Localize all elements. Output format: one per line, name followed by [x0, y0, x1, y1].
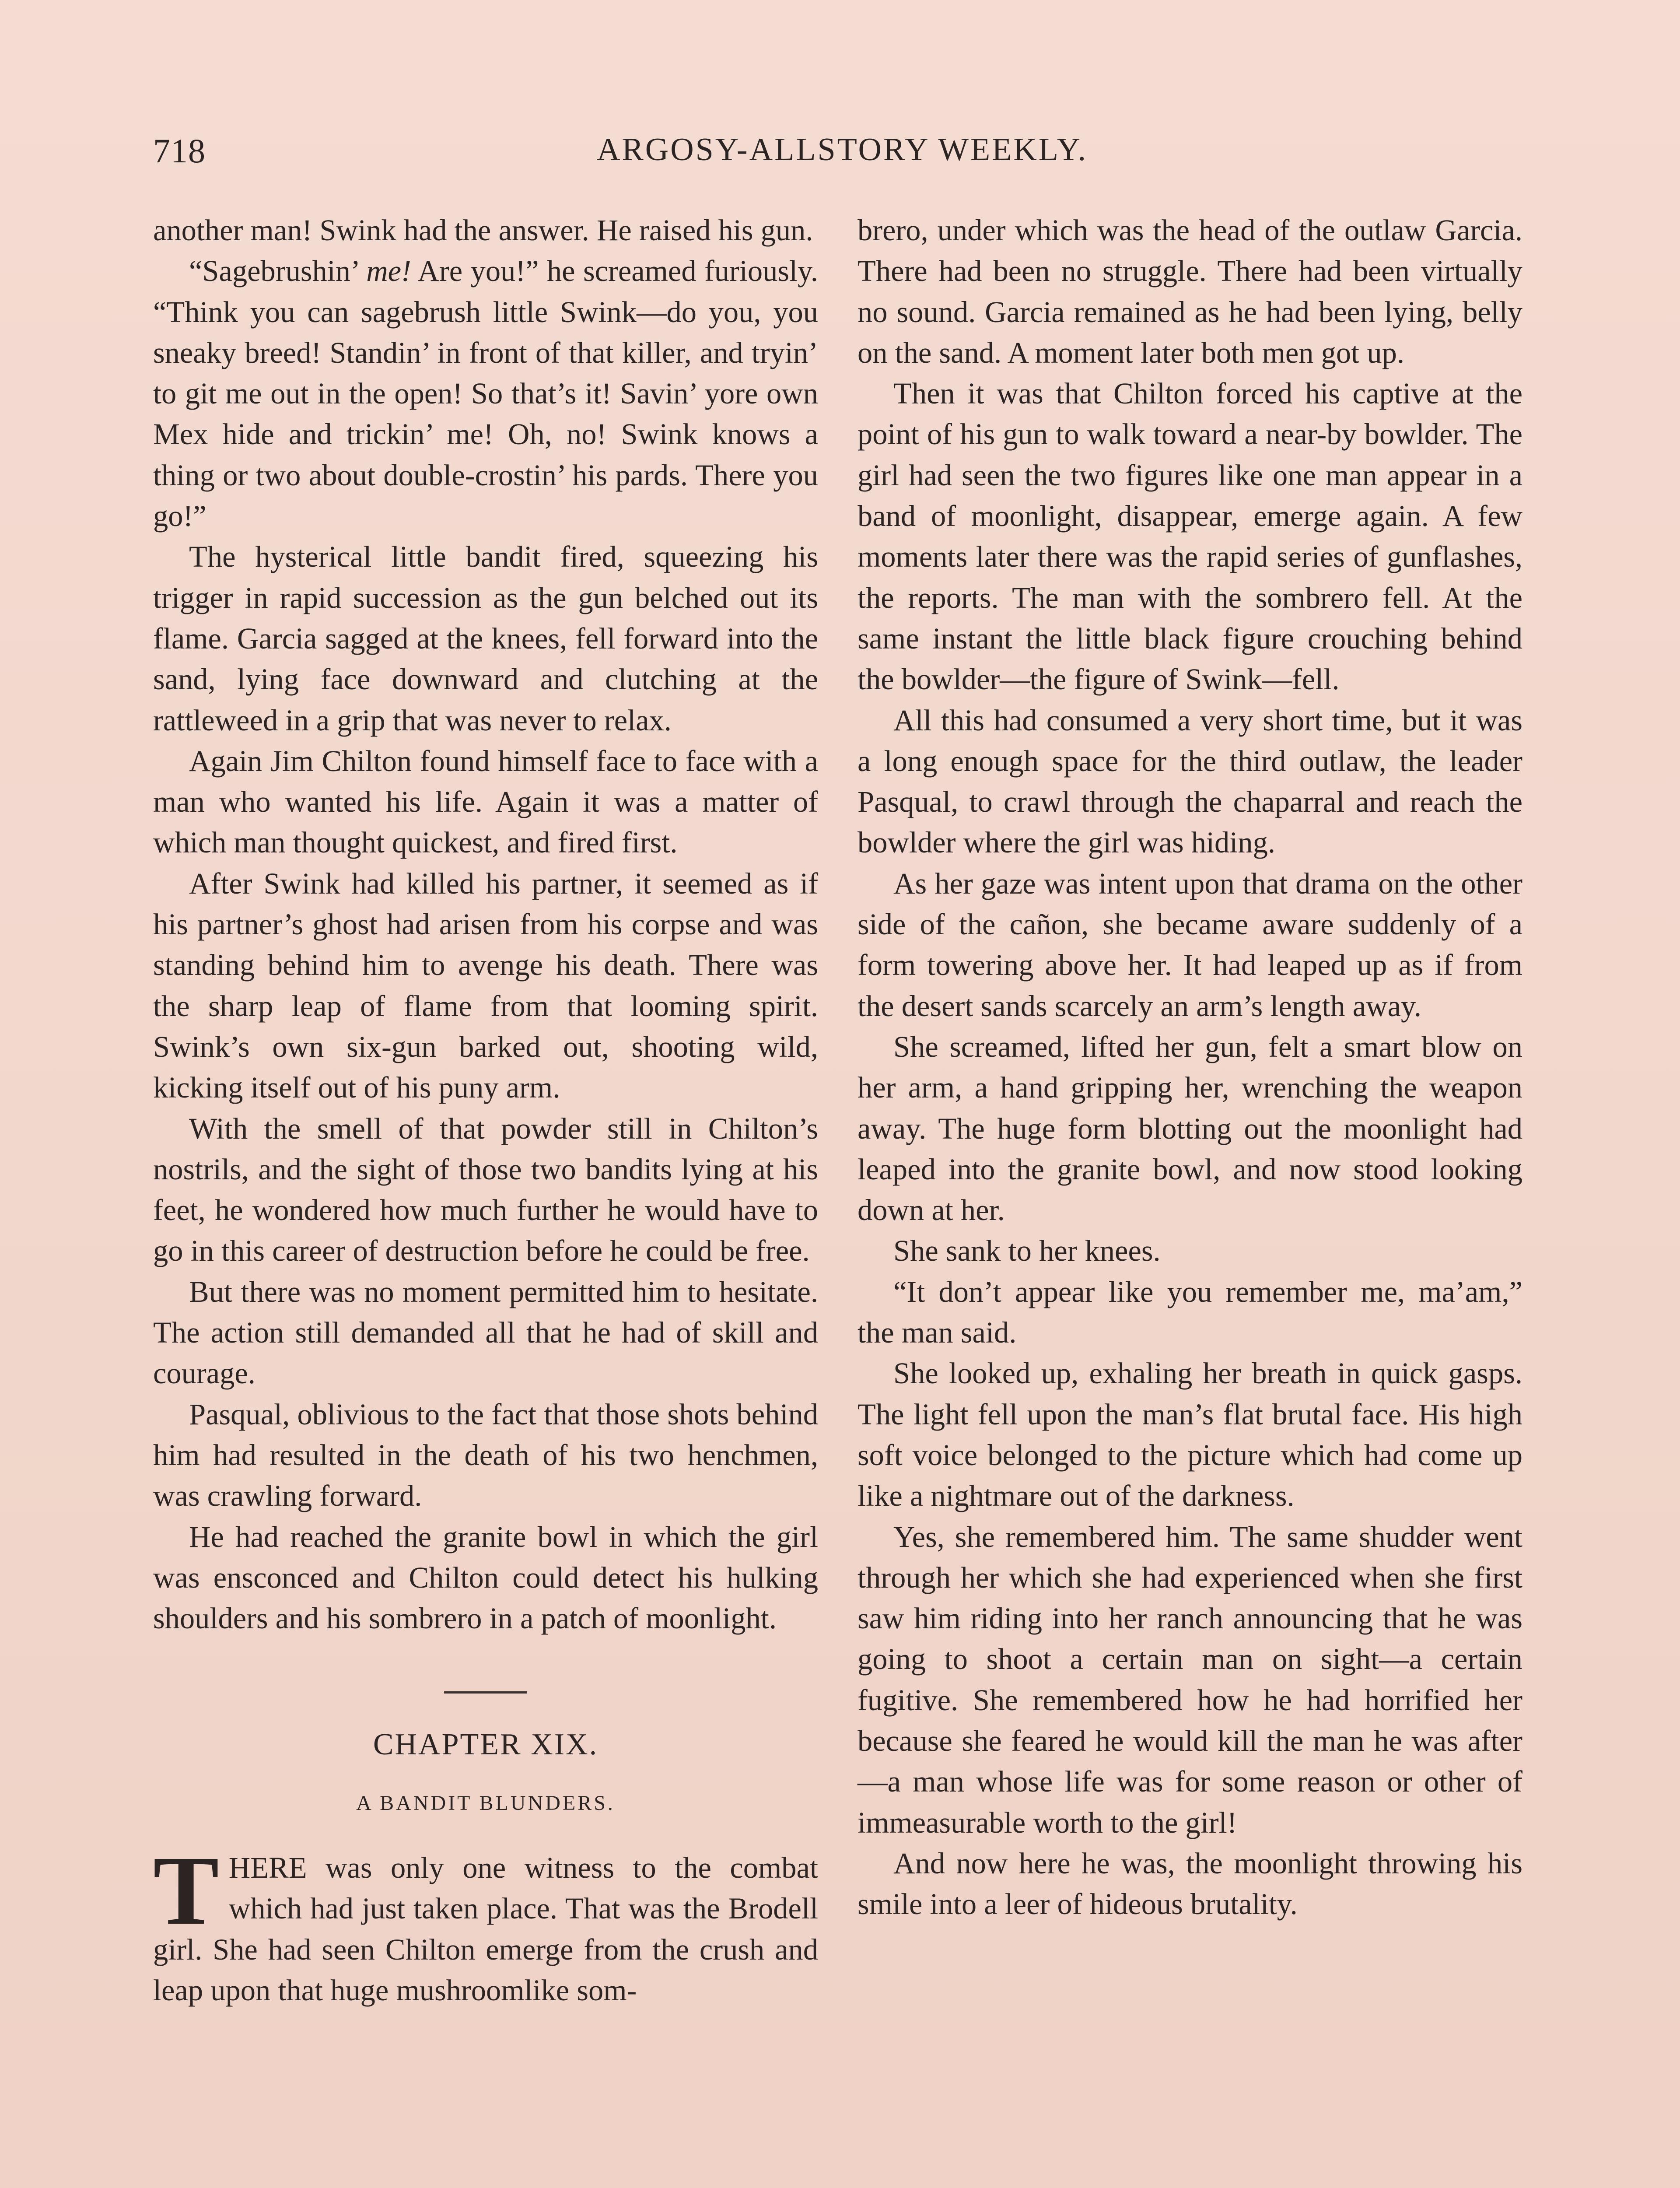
running-title: ARGOSY-ALLSTORY WEEKLY.: [596, 132, 1088, 168]
paragraph: THERE was only one witness to the combat which had just taken place. That was the Brodell girl. She had seen Chilton emerge from the crush and leap upon that huge mushroomlike som-: [153, 1835, 818, 2007]
paragraph: She screamed, lifted her gun, felt a smart blow on her arm, a hand gripping her, wrenching the weapon away. The huge form blotting out the moonlight had leaped into the granite bowl, and now stood looking down at her.: [858, 1030, 1522, 1227]
paragraph: With the smell of that powder still in Chilton’s nostrils, and the sight of those two bandits lying at his feet, he wondered how much further he would have to go in this career of destruction before he could be free.: [153, 1112, 818, 1268]
paragraph: Pasqual, oblivious to the fact that those shots behind him had resulted in the death of his two henchmen, was crawling forward.: [153, 1397, 818, 1513]
paragraph: The hysterical little bandit fired, squeezing his trigger in rapid succession as the gun belched out its flame. Garcia sagged at the knees, fell forward into the sand, lying face downward and clutching at the rattleweed in a grip that was never to relax.: [153, 540, 818, 737]
paragraph: “Sagebrushin’ me! Are you!” he screamed furiously. “Think you can sagebrush little Swink—do you, you sneaky breed! Standin’ in front of that killer, and tryin’ to git me out in the open! So that’s it! Savin’ yore own Mex hide and trickin’ me! Oh, no! Swink knows a thing or two about double-crostin’ his pards. There you go!”: [153, 254, 818, 533]
drop-cap: T: [153, 1835, 219, 1945]
paragraph: brero, under which was the head of the outlaw Garcia. There had been no struggle. There had been virtually no sound. Garcia remained as he had been lying, belly on the sand. A moment later both men got up.: [858, 214, 1522, 369]
chapter-subtitle: A BANDIT BLUNDERS.: [356, 1791, 615, 1815]
paragraph: But there was no moment permitted him to hesitate. The action still demanded all that he had of skill and courage.: [153, 1275, 818, 1390]
page-number: 718: [153, 132, 206, 170]
paragraph: another man! Swink had the answer. He raised his gun.: [153, 214, 813, 247]
page-header: [153, 131, 1531, 179]
paragraph: She looked up, exhaling her breath in quick gasps. The light fell upon the man’s flat brutal face. His high soft voice belonged to the picture which had come up like a nightmare out of the darkness.: [858, 1357, 1522, 1513]
paragraph: “It don’t appear like you remember me, ma’am,” the man said.: [858, 1275, 1522, 1350]
paragraph: All this had consumed a very short time, but it was a long enough space for the third outlaw, the leader Pasqual, to crawl through the chaparral and reach the bowlder where the girl was hiding.: [858, 703, 1522, 859]
right-column: [858, 210, 1522, 1925]
paragraph: Yes, she remembered him. The same shudder went through her which she had experienced when she first saw him riding into her ranch announcing that he was going to shoot a certain man on sight—a certain fugitive. She remembered how he had horrified her because she feared he would kill the man he was after—a man whose life was for some reason or other of immeasurable worth to the girl!: [858, 1520, 1522, 1839]
left-column: [153, 210, 818, 2011]
chapter-title: CHAPTER XIX.: [373, 1728, 598, 1762]
paragraph: Again Jim Chilton found himself face to face with a man who wanted his life. Again it was a matter of which man thought quickest, and fired first.: [153, 744, 818, 859]
paragraph: Then it was that Chilton forced his captive at the point of his gun to walk toward a near-by bowlder. The girl had seen the two figures like one man appear in a band of moonlight, disappear, emerge again. A few moments later there was the rapid series of gunflashes, the reports. The man with the sombrero fell. At the same instant the little black figure crouching behind the bowlder—the figure of Swink—fell.: [858, 377, 1522, 696]
paragraph: As her gaze was intent upon that drama on the other side of the cañon, she became aware suddenly of a form towering above her. It had leaped up as if from the desert sands scarcely an arm’s length away.: [858, 866, 1522, 1023]
paragraph: He had reached the granite bowl in which the girl was ensconced and Chilton could detect his hulking shoulders and his sombrero in a patch of moonlight.: [153, 1520, 818, 1635]
paragraph: And now here he was, the moonlight throwing his smile into a leer of hideous brutality.: [858, 1846, 1522, 1921]
paragraph: After Swink had killed his partner, it seemed as if his partner’s ghost had arisen from his corpse and was standing behind him to avenge his death. There was the sharp leap of flame from that looming spirit. Swink’s own six-gun barked out, shooting wild, kicking itself out of his puny arm.: [153, 866, 818, 1105]
section-divider: [444, 1691, 527, 1694]
paragraph: She sank to her knees.: [893, 1234, 1161, 1268]
